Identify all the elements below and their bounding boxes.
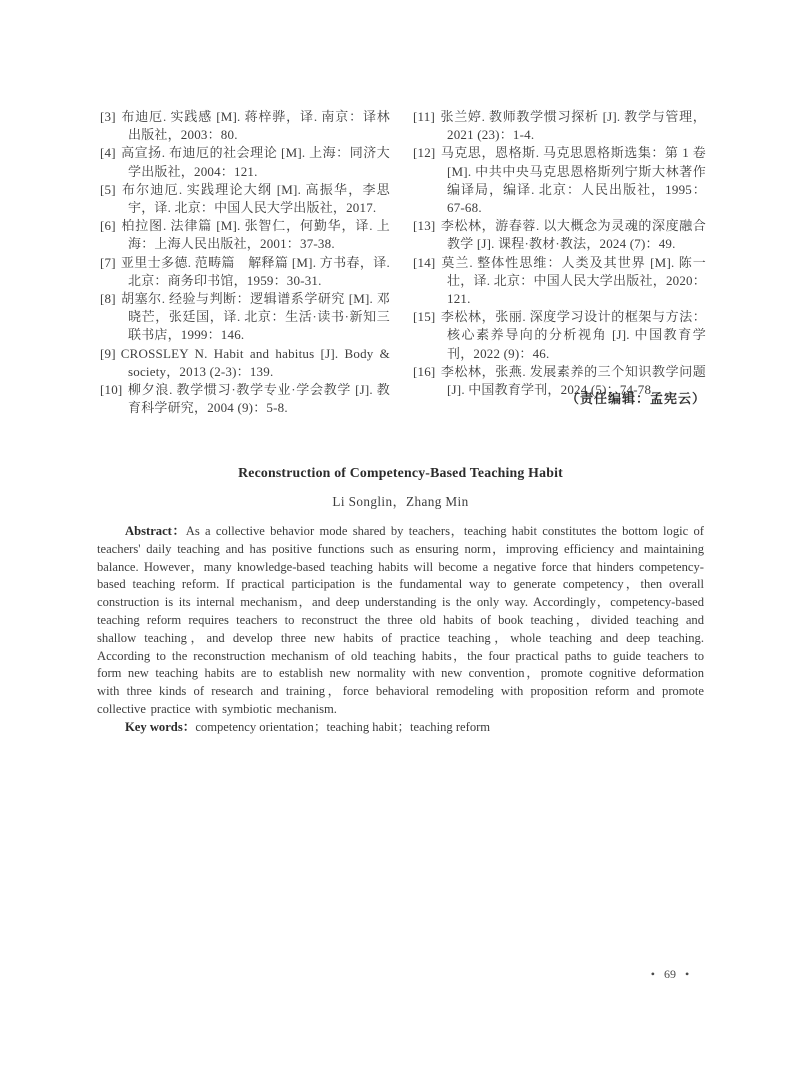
reference-number: [11] — [413, 109, 435, 124]
reference-text: 莫兰. 整体性思维：人类及其世界 [M]. 陈一壮，译. 北京：中国人民大学出版社，2020：121. — [440, 254, 706, 307]
references-column-right — [413, 108, 706, 417]
reference-text: 亚里士多德. 范畴篇 解释篇 [M]. 方书春，译. 北京：商务印书馆，1959：30-31. — [120, 254, 390, 288]
reference-item — [100, 144, 390, 180]
page-number: • 69 • — [650, 967, 690, 981]
reference-item — [100, 217, 390, 253]
reference-item — [413, 308, 706, 363]
reference-text: 柳夕浪. 教学惯习·教学专业·学会教学 [J]. 教育科学研究，2004 (9)：5-8. — [127, 382, 390, 416]
english-abstract-section — [97, 464, 704, 737]
reference-text: 布尔迪厄. 实践理论大纲 [M]. 高振华，李思宇，译. 北京：中国人民大学出版社，2017. — [120, 181, 390, 216]
reference-number: [15] — [413, 309, 436, 325]
english-authors: Li Songlin，Zhang Min — [332, 494, 469, 509]
reference-text: 布迪厄. 实践感 [M]. 蒋梓骅，译. 南京：译林出版社，2003：80. — [120, 109, 390, 143]
english-title: Reconstruction of Competency-Based Teaching Habit — [238, 465, 563, 480]
reference-number: [6] — [100, 218, 116, 234]
reference-item — [413, 108, 706, 144]
reference-number: [9] — [100, 345, 116, 361]
reference-item — [100, 290, 390, 345]
reference-number: [7] — [100, 254, 116, 270]
responsible-editor-note: （责任编辑：孟宪云） — [565, 391, 706, 406]
reference-number: [12] — [413, 145, 436, 161]
keywords-text: competency orientation；teaching habit；teaching reform — [195, 719, 491, 734]
reference-text: 柏拉图. 法律篇 [M]. 张智仁，何勤华，译. 上海：上海人民出版社，2001：37-38. — [120, 218, 390, 252]
reference-item — [100, 345, 390, 381]
reference-number: [5] — [100, 181, 116, 197]
keywords-label: Key words： — [125, 719, 196, 734]
reference-text: 李松林，张丽. 深度学习设计的框架与方法：核心素养导向的分析视角 [J]. 中国教育学刊，2022 (9)：46. — [440, 309, 706, 361]
abstract-label: Abstract： — [125, 524, 186, 538]
reference-number: [10] — [100, 382, 123, 398]
reference-text: 马克思，恩格斯. 马克思恩格斯选集：第 1 卷 [M]. 中共中央马克思恩格斯列宁斯大林著作编译局，编译. 北京：人民出版社，1995：67-68. — [440, 145, 706, 216]
reference-text: 高宣扬. 布迪厄的社会理论 [M]. 上海：同济大学出版社，2004：121. — [120, 145, 390, 179]
abstract-text: As a collective behavior mode shared by teachers，teaching habit constitutes the bottom logic of teachers' daily teaching and has positive functions such as ensuring norm，improving efficiency and maintaining balance. However，many knowledge-based teaching habits will become a negative force that hinders competency-based teaching reform. If practical participation is the fundamental way to generate competency，then overall construction is its internal mechanism，and deep understanding is the only way. Accordingly，competency-based teaching reform requires teachers to reconstruct the three old habits of book teaching，divided teaching and shallow teaching，and develop three new habits of practice teaching，whole teaching and deep teaching. According to the reconstruction mechanism of old teaching habits，the four practical paths to guide teachers to form new teaching habits are to establish new normality with new convention，promote cognitive deformation with three kinds of research and training，force behavioral remodeling with proposition reform and promote collective practice with symbiotic mechanism. — [97, 524, 704, 716]
reference-text: 李松林，游春蓉. 以大概念为灵魂的深度融合教学 [J]. 课程·教材·教法，2024 (7)：49. — [440, 218, 706, 252]
reference-text: 胡塞尔. 经验与判断：逻辑谱系学研究 [M]. 邓晓芒，张廷国，译. 北京：生活·读书·新知三联书店，1999：146. — [120, 291, 390, 343]
reference-number: [8] — [100, 291, 116, 307]
reference-item — [100, 254, 390, 290]
reference-number: [14] — [413, 254, 436, 270]
reference-text: CROSSLEY N. Habit and habitus [J]. Body & society，2013 (2-3)：139. — [120, 345, 390, 379]
references-section — [100, 108, 706, 417]
reference-number: [3] — [100, 109, 116, 124]
reference-item — [413, 217, 706, 253]
references-column-left — [100, 108, 390, 417]
reference-number: [16] — [413, 363, 436, 379]
reference-number: [4] — [100, 145, 116, 161]
reference-text: 张兰婷. 教师教学惯习探析 [J]. 教学与管理，2021 (23)：1-4. — [439, 109, 706, 143]
keywords-line — [97, 719, 704, 737]
abstract-paragraph — [97, 523, 704, 719]
reference-text: 李松林，张燕. 发展素养的三个知识教学问题 [J]. 中国教育学刊，2024 (5)：74-78. — [440, 363, 706, 398]
reference-number: [13] — [413, 218, 436, 234]
reference-item — [100, 108, 390, 144]
reference-item — [413, 144, 706, 217]
reference-item — [413, 254, 706, 309]
reference-item — [100, 181, 390, 217]
